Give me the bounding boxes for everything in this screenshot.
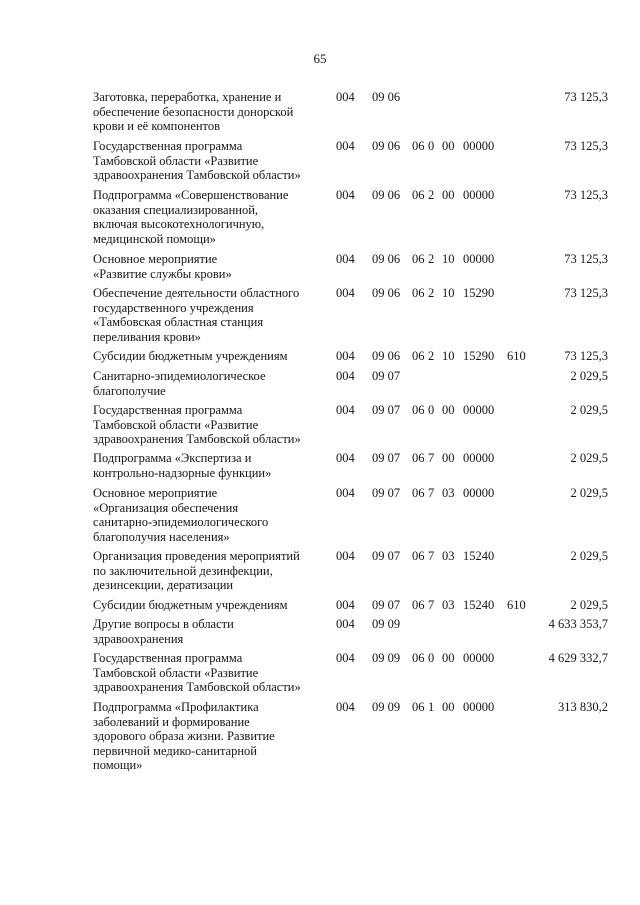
row-name: Санитарно-эпидемиологическое благополучие [93,369,266,398]
activity-code: 00 [442,651,455,665]
program-code: 06 [412,139,425,153]
row-name: Обеспечение деятельности областного государственного учреждения «Тамбовская областная станция переливания крови» [93,286,300,344]
grbs-code: 004 [336,549,355,563]
row-name: Государственная программа Тамбовской области «Развитие здравоохранения Тамбовской области» [93,139,301,182]
expense-type-code: 610 [507,349,526,363]
activity-code: 03 [442,486,455,500]
row-name: Основное мероприятие «Развитие службы крови» [93,252,232,281]
section-code: 09 09 [372,617,401,631]
grbs-code: 004 [336,617,355,631]
subprogram-code: 2 [428,286,435,300]
direction-code: 00000 [463,403,495,417]
activity-code: 00 [442,403,455,417]
activity-code: 10 [442,286,455,300]
direction-code: 15240 [463,598,495,612]
program-code: 06 [412,598,425,612]
subprogram-code: 7 [428,486,435,500]
subprogram-code: 1 [428,700,435,714]
subprogram-code: 7 [428,598,435,612]
grbs-code: 004 [336,451,355,465]
grbs-code: 004 [336,139,355,153]
direction-code: 15290 [463,286,495,300]
amount: 2 029,5 [570,486,608,500]
activity-code: 00 [442,700,455,714]
section-code: 09 06 [372,90,401,104]
subprogram-code: 0 [428,139,435,153]
grbs-code: 004 [336,369,355,383]
direction-code: 00000 [463,700,495,714]
expense-type-code: 610 [507,598,526,612]
section-code: 09 07 [372,486,401,500]
section-code: 09 06 [372,188,401,202]
program-code: 06 [412,286,425,300]
program-code: 06 [412,403,425,417]
direction-code: 00000 [463,651,495,665]
program-code: 06 [412,700,425,714]
grbs-code: 004 [336,90,355,104]
amount: 73 125,3 [564,349,608,363]
row-name: Подпрограмма «Экспертиза и контрольно-надзорные функции» [93,451,272,480]
amount: 2 029,5 [570,451,608,465]
amount: 73 125,3 [564,252,608,266]
program-code: 06 [412,349,425,363]
activity-code: 00 [442,139,455,153]
section-code: 09 06 [372,349,401,363]
subprogram-code: 2 [428,252,435,266]
amount: 313 830,2 [558,700,608,714]
subprogram-code: 7 [428,451,435,465]
grbs-code: 004 [336,651,355,665]
section-code: 09 07 [372,549,401,563]
section-code: 09 06 [372,139,401,153]
direction-code: 00000 [463,252,495,266]
row-name: Государственная программа Тамбовской области «Развитие здравоохранения Тамбовской области» [93,651,301,694]
section-code: 09 07 [372,598,401,612]
amount: 2 029,5 [570,598,608,612]
grbs-code: 004 [336,252,355,266]
section-code: 09 09 [372,651,401,665]
subprogram-code: 0 [428,403,435,417]
amount: 73 125,3 [564,90,608,104]
direction-code: 15240 [463,549,495,563]
activity-code: 10 [442,349,455,363]
program-code: 06 [412,252,425,266]
grbs-code: 004 [336,403,355,417]
amount: 4 629 332,7 [548,651,608,665]
grbs-code: 004 [336,286,355,300]
page-number: 65 [313,51,327,66]
amount: 73 125,3 [564,139,608,153]
activity-code: 00 [442,188,455,202]
direction-code: 00000 [463,139,495,153]
section-code: 09 06 [372,252,401,266]
row-name: Другие вопросы в области здравоохранения [93,617,234,646]
row-name: Подпрограмма «Профилактика заболеваний и формирование здорового образа жизни. Развитие первичной медико-санитарной помощи» [93,700,275,772]
row-name: Субсидии бюджетным учреждениям [93,349,288,363]
grbs-code: 004 [336,188,355,202]
subprogram-code: 7 [428,549,435,563]
activity-code: 03 [442,598,455,612]
program-code: 06 [412,486,425,500]
section-code: 09 07 [372,451,401,465]
amount: 2 029,5 [570,549,608,563]
subprogram-code: 2 [428,349,435,363]
amount: 73 125,3 [564,286,608,300]
direction-code: 00000 [463,188,495,202]
program-code: 06 [412,451,425,465]
section-code: 09 06 [372,286,401,300]
direction-code: 00000 [463,451,495,465]
direction-code: 15290 [463,349,495,363]
row-name: Заготовка, переработка, хранение и обеспечение безопасности донорской крови и её компонентов [93,90,294,133]
section-code: 09 09 [372,700,401,714]
direction-code: 00000 [463,486,495,500]
amount: 4 633 353,7 [548,617,608,631]
amount: 2 029,5 [570,369,608,383]
subprogram-code: 2 [428,188,435,202]
activity-code: 03 [442,549,455,563]
grbs-code: 004 [336,349,355,363]
row-name: Подпрограмма «Совершенствование оказания специализированной, включая высокотехнологичную, медицинской помощи» [93,188,289,246]
activity-code: 00 [442,451,455,465]
program-code: 06 [412,188,425,202]
grbs-code: 004 [336,486,355,500]
row-name: Государственная программа Тамбовской области «Развитие здравоохранения Тамбовской области» [93,403,301,446]
activity-code: 10 [442,252,455,266]
program-code: 06 [412,549,425,563]
grbs-code: 004 [336,700,355,714]
program-code: 06 [412,651,425,665]
grbs-code: 004 [336,598,355,612]
amount: 2 029,5 [570,403,608,417]
row-name: Организация проведения мероприятий по заключительной дезинфекции, дезинсекции, дератизации [93,549,300,592]
amount: 73 125,3 [564,188,608,202]
row-name: Основное мероприятие «Организация обеспечения санитарно-эпидемиологического благополучия населения» [93,486,269,544]
row-name: Субсидии бюджетным учреждениям [93,598,288,612]
section-code: 09 07 [372,369,401,383]
subprogram-code: 0 [428,651,435,665]
section-code: 09 07 [372,403,401,417]
